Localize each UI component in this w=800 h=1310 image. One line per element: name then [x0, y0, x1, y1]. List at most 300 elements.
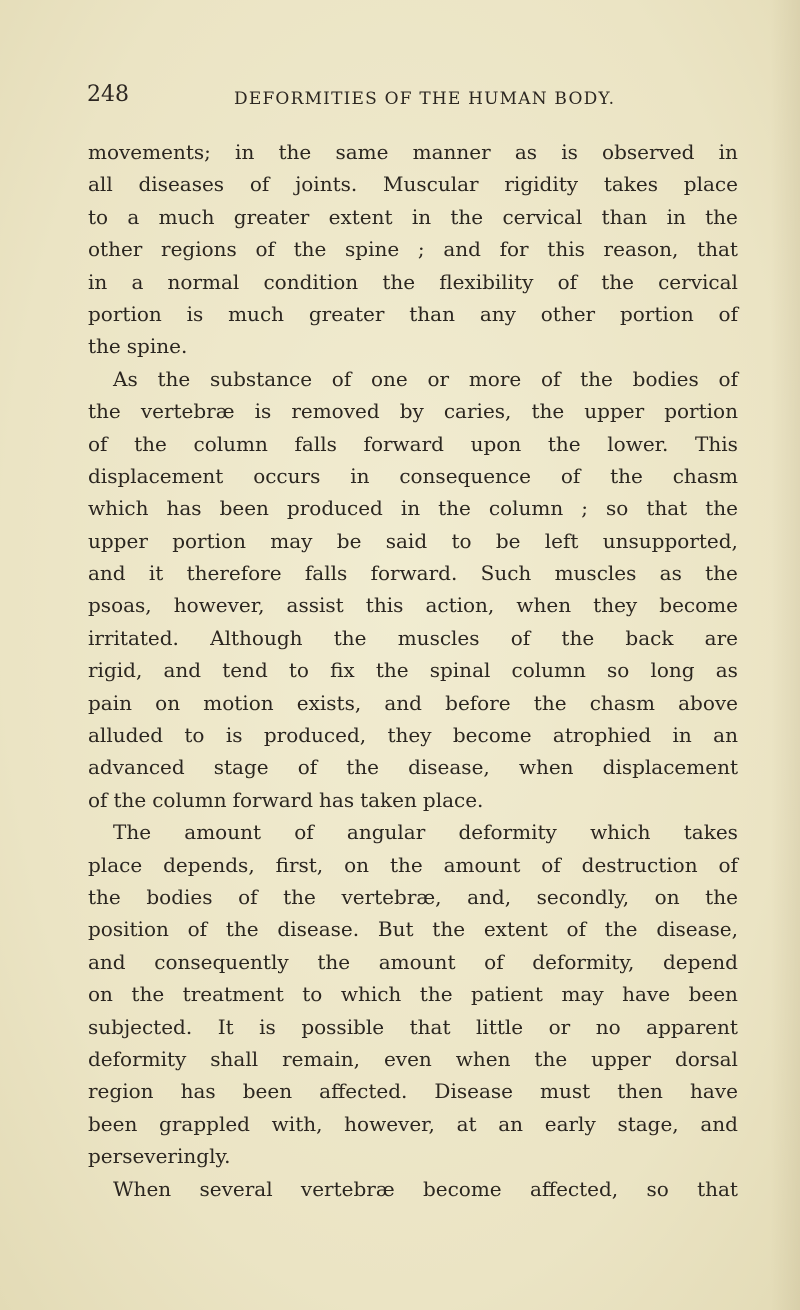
word: ; — [581, 496, 589, 521]
word: advanced — [88, 755, 185, 780]
word: movements; — [88, 140, 211, 164]
word: to — [88, 204, 109, 229]
word: of — [718, 301, 738, 326]
word: destruction — [581, 852, 698, 877]
word: in — [718, 140, 738, 164]
word: that — [409, 1014, 451, 1039]
text-line — [88, 298, 738, 330]
word: bodies — [146, 884, 213, 909]
word: been — [88, 1111, 138, 1136]
word: even — [383, 1046, 432, 1071]
word: the — [88, 334, 121, 359]
word: it — [148, 561, 164, 586]
word: is — [561, 140, 578, 164]
word: column — [152, 787, 227, 812]
word: must — [540, 1079, 591, 1104]
word: consequence — [399, 463, 531, 488]
text-line — [88, 557, 738, 589]
word: place — [88, 852, 143, 877]
word: been — [688, 982, 738, 1007]
word: deformity, — [532, 949, 635, 974]
word: the — [450, 204, 484, 229]
word: tend — [222, 658, 268, 683]
word: spine. — [126, 334, 188, 359]
word: portion — [88, 301, 162, 326]
word: been — [219, 496, 269, 521]
word: motion — [203, 690, 274, 715]
word: be — [495, 528, 521, 553]
word: angular — [346, 820, 426, 845]
word: and — [384, 690, 422, 715]
text-line — [88, 1173, 738, 1205]
word: the — [610, 463, 643, 488]
word: condition — [263, 269, 359, 294]
word: the — [533, 690, 567, 715]
word: become — [452, 723, 532, 748]
word: the — [283, 884, 316, 909]
word: cervical — [658, 269, 738, 294]
word: left — [544, 528, 579, 553]
text-line — [88, 201, 738, 233]
word: spinal — [429, 658, 491, 683]
word: and — [700, 1111, 738, 1136]
word: as — [659, 561, 682, 586]
text-line — [88, 946, 738, 978]
word: of — [238, 884, 258, 909]
word: chasm — [672, 463, 738, 488]
word: vertebræ — [140, 399, 235, 424]
text-line — [88, 687, 738, 719]
word: fix — [330, 658, 355, 683]
word: of — [560, 463, 581, 488]
word: has — [180, 1079, 216, 1104]
word: in — [400, 496, 421, 521]
word: or — [427, 366, 450, 391]
word: rigid, — [88, 658, 143, 683]
word: exists, — [296, 690, 362, 715]
word: then — [617, 1079, 663, 1104]
word: the — [225, 917, 259, 942]
word: the — [333, 625, 367, 650]
word: muscles — [554, 561, 637, 586]
word: vertebræ, — [341, 884, 442, 909]
word: on — [344, 852, 370, 877]
word: This — [695, 431, 738, 456]
word: produced — [286, 496, 383, 521]
word: the — [88, 884, 121, 909]
word: when — [455, 1046, 511, 1071]
word: which — [88, 496, 149, 521]
word: unsupported, — [602, 528, 738, 553]
word: been — [242, 1079, 293, 1104]
word: so — [606, 496, 629, 521]
word: assist — [286, 593, 344, 618]
text-line — [88, 428, 738, 460]
text-line — [88, 330, 738, 362]
word: back — [625, 625, 674, 650]
text-line — [88, 816, 738, 848]
word: region — [88, 1079, 154, 1104]
word: cervical — [502, 204, 583, 229]
word: the — [534, 1046, 568, 1071]
word: caries, — [443, 399, 512, 424]
word: the — [375, 658, 409, 683]
word: the — [157, 366, 191, 391]
word: to — [302, 982, 323, 1007]
word: disease, — [408, 755, 490, 780]
word: muscles — [397, 625, 480, 650]
word: of — [249, 172, 270, 197]
word: secondly, — [536, 884, 630, 909]
word: atrophied — [552, 723, 652, 748]
word: this — [547, 237, 585, 262]
word: produced, — [263, 723, 367, 748]
word: consequently — [154, 949, 289, 974]
word: of — [187, 917, 208, 942]
word: several — [199, 1176, 273, 1201]
text-line — [88, 266, 738, 298]
word: grappled — [159, 1111, 250, 1136]
word: The — [113, 820, 152, 845]
word: the — [705, 204, 738, 229]
word: It — [217, 1014, 234, 1039]
word: of — [294, 820, 314, 845]
word: and — [88, 561, 126, 586]
word: an — [498, 1111, 524, 1136]
word: the — [389, 852, 423, 877]
word: than — [409, 301, 455, 326]
word: of — [331, 366, 352, 391]
word: forward — [232, 787, 314, 812]
word: all — [88, 172, 113, 197]
word: long — [650, 658, 695, 683]
word: have — [622, 982, 671, 1007]
word: for — [499, 237, 529, 262]
word: much — [158, 204, 215, 229]
word: has — [166, 496, 202, 521]
word: is — [254, 399, 272, 424]
word: rigidity — [504, 172, 579, 197]
word: which — [590, 820, 651, 845]
word: however, — [173, 593, 265, 618]
word: that — [697, 237, 738, 262]
word: is — [186, 301, 204, 326]
word: normal — [167, 269, 240, 294]
word: the — [88, 399, 121, 424]
word: and — [163, 658, 202, 683]
word: diseases — [138, 172, 225, 197]
word: position — [88, 917, 169, 942]
word: But — [377, 917, 414, 942]
word: to — [184, 723, 205, 748]
word: the — [134, 431, 167, 456]
word: on — [88, 982, 113, 1007]
word: in — [666, 204, 686, 229]
text-line — [88, 460, 738, 492]
word: the — [705, 496, 738, 521]
word: displacement — [88, 463, 224, 488]
word: reason, — [603, 237, 679, 262]
word: taken — [360, 787, 417, 812]
word: the — [419, 982, 453, 1007]
word: the — [604, 917, 638, 942]
word: of — [510, 625, 531, 650]
word: are — [704, 625, 738, 650]
word: other — [540, 301, 596, 326]
word: the — [131, 982, 165, 1007]
word: portion — [172, 528, 246, 553]
text-line — [88, 1108, 738, 1140]
word: which — [340, 982, 402, 1007]
word: depend — [663, 949, 738, 974]
page-header — [87, 82, 727, 114]
word: depends, — [163, 852, 255, 877]
word: deformity — [88, 1046, 187, 1071]
word: pain — [88, 690, 133, 715]
page-number: 248 — [87, 82, 129, 107]
word: in — [411, 204, 432, 229]
running-title: DEFORMITIES OF THE HUMAN BODY. — [234, 89, 616, 109]
text-line — [88, 1011, 738, 1043]
word: of — [88, 787, 108, 812]
word: column — [488, 496, 564, 521]
word: shall — [210, 1046, 259, 1071]
word: stage — [213, 755, 269, 780]
word: of — [540, 366, 561, 391]
word: the — [293, 237, 327, 262]
word: as — [715, 658, 738, 683]
word: be — [336, 528, 362, 553]
text-line — [88, 719, 738, 751]
text-line — [88, 881, 738, 913]
text-line — [88, 978, 738, 1010]
word: in — [672, 723, 692, 748]
word: falls — [304, 561, 348, 586]
word: irritated. — [88, 625, 179, 650]
word: the — [601, 269, 634, 294]
word: and — [88, 949, 126, 974]
word: amount — [184, 820, 262, 845]
word: portion — [619, 301, 694, 326]
word: have — [689, 1079, 738, 1104]
word: bodies — [632, 366, 699, 391]
word: of — [718, 852, 738, 877]
word: in — [350, 463, 370, 488]
word: a — [131, 269, 144, 294]
word: so — [646, 1176, 669, 1201]
word: affected. — [319, 1079, 408, 1104]
word: greater — [308, 301, 385, 326]
text-line — [88, 751, 738, 783]
word: the — [317, 949, 351, 974]
word: when — [518, 755, 574, 780]
word: flexibility — [439, 269, 534, 294]
word: therefore — [186, 561, 282, 586]
word: upon — [470, 431, 522, 456]
word: place — [683, 172, 738, 197]
word: early — [544, 1111, 596, 1136]
word: the — [531, 399, 565, 424]
text-line — [88, 622, 738, 654]
word: the — [382, 269, 416, 294]
word: vertebræ — [300, 1176, 395, 1201]
word: psoas, — [88, 593, 152, 618]
word: joints. — [295, 172, 358, 197]
word: Muscular — [383, 172, 479, 197]
word: little — [476, 1014, 524, 1039]
word: a — [127, 204, 140, 229]
word: removed — [291, 399, 380, 424]
word: above — [678, 690, 738, 715]
word: stage, — [617, 1111, 679, 1136]
word: of — [718, 366, 738, 391]
word: upper — [591, 1046, 651, 1071]
text-line — [88, 654, 738, 686]
word: dorsal — [674, 1046, 738, 1071]
word: extent — [483, 917, 548, 942]
word: alluded — [88, 723, 164, 748]
word: on — [654, 884, 680, 909]
word: subjected. — [88, 1014, 193, 1039]
word: affected, — [529, 1176, 619, 1201]
word: one — [370, 366, 408, 391]
word: of — [484, 949, 504, 974]
word: in — [88, 269, 108, 294]
word: Disease — [434, 1079, 513, 1104]
word: the — [561, 625, 595, 650]
word: on — [155, 690, 181, 715]
word: much — [228, 301, 285, 326]
text-line — [88, 233, 738, 265]
word: substance — [209, 366, 313, 391]
word: said — [385, 528, 428, 553]
word: other — [88, 237, 143, 262]
text-line — [88, 1043, 738, 1075]
text-line — [88, 1140, 738, 1172]
word: perseveringly. — [88, 1144, 231, 1169]
word: upper — [88, 528, 148, 553]
text-line — [88, 492, 738, 524]
word: the — [346, 755, 379, 780]
word: regions — [161, 237, 237, 262]
word: may — [561, 982, 604, 1007]
word: become — [659, 593, 738, 618]
word: the — [547, 431, 581, 456]
word: that — [646, 496, 688, 521]
word: disease, — [656, 917, 738, 942]
word: of — [566, 917, 586, 942]
word: Although — [210, 625, 303, 650]
word: has — [319, 787, 355, 812]
text-line — [88, 913, 738, 945]
word: they — [593, 593, 638, 618]
word: displacement — [602, 755, 738, 780]
word: as — [514, 140, 538, 164]
word: As — [113, 366, 138, 391]
text-line — [88, 784, 738, 816]
text-line — [88, 589, 738, 621]
word: than — [601, 204, 648, 229]
word: the — [580, 366, 613, 391]
word: is — [259, 1014, 276, 1039]
word: place. — [422, 787, 484, 812]
word: possible — [301, 1014, 385, 1039]
word: to — [288, 658, 309, 683]
word: by — [399, 399, 424, 424]
word: the — [278, 140, 312, 164]
word: occurs — [253, 463, 321, 488]
word: and, — [467, 884, 512, 909]
word: become — [422, 1176, 502, 1201]
word: the — [113, 787, 147, 812]
word: falls — [294, 431, 337, 456]
word: portion — [664, 399, 738, 424]
text-line — [88, 395, 738, 427]
word: any — [479, 301, 516, 326]
word: remain, — [282, 1046, 361, 1071]
word: forward. — [370, 561, 458, 586]
word: takes — [603, 172, 659, 197]
text-line — [88, 168, 738, 200]
word: deformity — [458, 820, 557, 845]
word: to — [451, 528, 472, 553]
word: action, — [425, 593, 495, 618]
word: and — [443, 237, 481, 262]
word: of — [541, 852, 561, 877]
word: however, — [344, 1111, 435, 1136]
word: of — [297, 755, 318, 780]
word: more — [468, 366, 522, 391]
text-line — [88, 525, 738, 557]
word: manner — [412, 140, 491, 164]
word: greater — [233, 204, 310, 229]
word: when — [516, 593, 572, 618]
word: or — [548, 1014, 571, 1039]
word: Such — [480, 561, 532, 586]
word: may — [270, 528, 313, 553]
word: they — [387, 723, 432, 748]
word: upper — [584, 399, 645, 424]
word: this — [365, 593, 404, 618]
text-line — [88, 1075, 738, 1107]
word: before — [445, 690, 511, 715]
word: disease. — [277, 917, 360, 942]
word: chasm — [589, 690, 655, 715]
word: column — [511, 658, 586, 683]
word: apparent — [646, 1014, 738, 1039]
word: amount — [443, 852, 521, 877]
word: of — [88, 431, 108, 456]
word: treatment — [182, 982, 284, 1007]
body-text — [88, 136, 738, 1205]
word: column — [193, 431, 268, 456]
word: the — [438, 496, 471, 521]
word: takes — [683, 820, 738, 845]
word: in — [235, 140, 255, 164]
word: of — [255, 237, 275, 262]
word: at — [456, 1111, 477, 1136]
word: of — [557, 269, 578, 294]
word: patient — [471, 982, 543, 1007]
text-line — [88, 136, 738, 168]
word: same — [335, 140, 389, 164]
word: observed — [602, 140, 695, 164]
word: so — [607, 658, 630, 683]
word: that — [697, 1176, 738, 1201]
text-line — [88, 849, 738, 881]
word: amount — [378, 949, 456, 974]
word: no — [595, 1014, 621, 1039]
